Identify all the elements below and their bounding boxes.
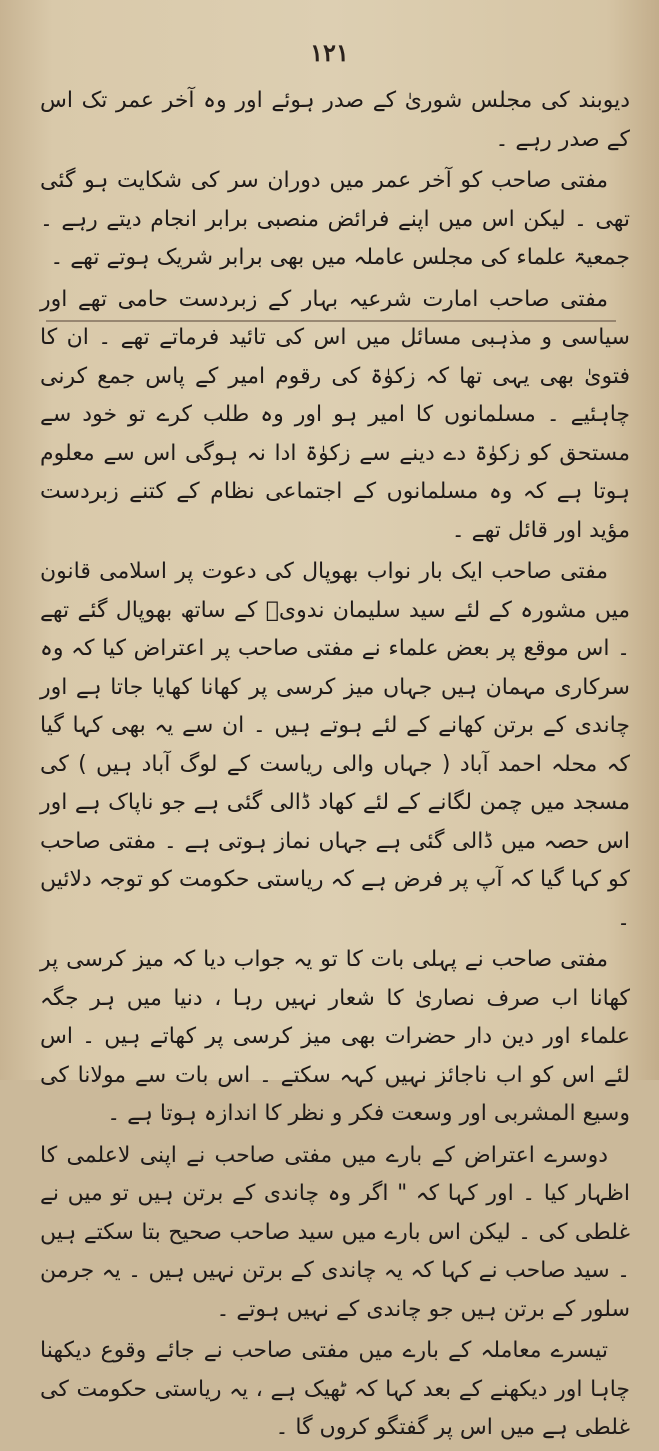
paragraph: دوسرے اعتراض کے بارے میں مفتی صاحب نے اپنی لاعلمی کا اظہار کیا ۔ اور کہا کہ " اگر وہ چاندی کے برتن ہیں تو میں نے غلطی کی ۔ لیکن اس بارے میں سید صاحب صحیح بتا سکتے ہیں ۔ سید صاحب نے کہا کہ یہ چاندی کے برتن نہیں ہیں ۔ یہ جرمن سلور کے برتن ہیں جو چاندی کے نہیں ہوتے ۔ bbox=[40, 1142, 630, 1322]
page-number: ۱۲۱ bbox=[310, 38, 349, 67]
paragraph: دیوبند کی مجلس شوریٰ کے صدر ہوئے اور وہ آخر عمر تک اس کے صدر رہے ۔ bbox=[40, 88, 630, 152]
paragraph: مفتی صاحب ایک بار نواب بھوپال کی دعوت پر اسلامی قانون میں مشورہ کے لئے سید سلیمان ندویؒ کے ساتھ بھوپال گئے تھے ۔ اس موقع پر بعض علماء نے مفتی صاحب پر اعتراض کیا کہ وہ سرکاری مہمان ہیں جہاں میز کرسی پر کھانا کھایا جاتا ہے اور چاندی کے برتن کھانے کے لئے ہوتے ہیں ۔ ان سے یہ بھی کہا گیا کہ محلہ احمد آباد ( جہاں والی ریاست کے لوگ آباد ہیں ) کی مسجد میں چمن لگانے کے لئے کھاد ڈالی گئی ہے جو ناپاک ہے اور اس حصہ میں ڈالی گئی ہے جہاں نماز ہوتی ہے ۔ مفتی صاحب کو کہا گیا کہ آپ پر فرض ہے کہ ریاستی حکومت کو توجہ دلائیں ۔ bbox=[40, 559, 630, 931]
paragraph: تیسرے معاملہ کے بارے میں مفتی صاحب نے جائے وقوع دیکھنا چاہا اور دیکھنے کے بعد کہا کہ ٹھیک ہے ، یہ ریاستی حکومت کی غلطی ہے میں اس پر گفتگو کروں گا ۔ bbox=[40, 1338, 630, 1440]
paragraph: مفتی صاحب امارت شرعیہ بہار کے زبردست حامی تھے اور سیاسی و مذہبی مسائل میں اس کی تائید فرماتے تھے ۔ ان کا فتویٰ بھی یہی تھا کہ زکوٰۃ کی رقوم امیر کے پاس جمع کرنی چاہئیے ۔ مسلمانوں کا امیر ہو اور وہ طلب کرے تو خود سے مستحق کو زکوٰۃ دے دینے سے زکوٰۃ ادا نہ ہوگی اس سے معلوم ہوتا ہے کہ وہ مسلمانوں کے اجتماعی نظام کے کتنے زبردست مؤید اور قائل تھے ۔ bbox=[40, 286, 630, 543]
paragraph: مفتی صاحب کو آخر عمر میں دوران سر کی شکایت ہو گئی تھی ۔ لیکن اس میں اپنے فرائض منصبی برابر انجام دیتے رہے ۔ جمعیۃ علماء کی مجلس عاملہ میں بھی برابر شریک ہوتے تھے ۔ bbox=[40, 168, 630, 270]
paragraph: مفتی صاحب نے پہلی بات کا تو یہ جواب دیا کہ میز کرسی پر کھانا اب صرف نصاریٰ کا شعار نہیں رہا ، دنیا میں ہر جگہ علماء اور دین دار حضرات بھی میز کرسی پر کھاتے ہیں ۔ اس لئے اس کو اب ناجائز نہیں کہہ سکتے ۔ اس بات سے مولانا کی وسیع المشربی اور وسعت فکر و نظر کا اندازہ ہوتا ہے ۔ bbox=[40, 947, 630, 1126]
body-text bbox=[40, 82, 630, 1451]
